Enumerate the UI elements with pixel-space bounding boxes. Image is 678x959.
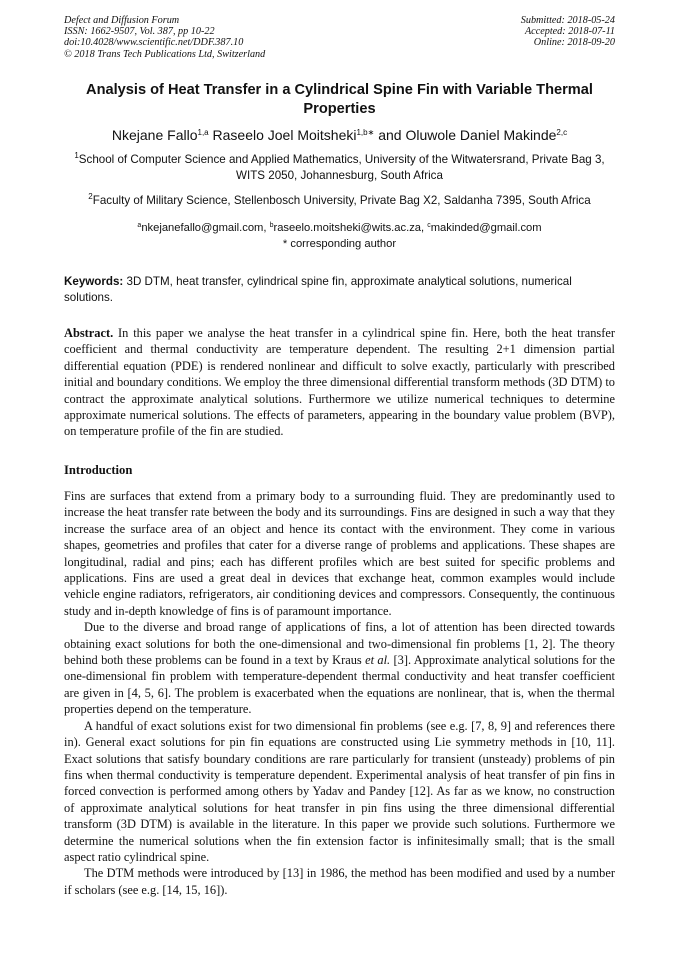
online-date: Online: 2018-09-20 bbox=[533, 37, 615, 49]
section-heading-introduction: Introduction bbox=[64, 463, 133, 477]
journal-header bbox=[64, 15, 265, 60]
abstract-text: In this paper we analyse the heat transfer in a cylindrical spine fin. Here, both the heat transfer coefficient and thermal conductivity are temperature dependent. The resulting 2+1 dimension partial differential equation (PDE) is rendered nonlinear and difficult to solve exactly, particularly with prescribed initial and boundary conditions. We employ the three dimensional differential transform methods (3D DTM) to contract the approximate analytical solutions. Furthermore we utilize numerical techniques to determine approximate numerical solutions. The effects of parameters, appearing in the boundary value problem (BVP), on temperature profile of the fin are studied. bbox=[64, 326, 615, 439]
email-address: raseelo.moitsheki@wits.ac.za, bbox=[273, 222, 428, 234]
paragraph-text: [3]. Approximate analytical solutions for the one-dimensional fin problem with temperature-dependent thermal conductivity and heat transfer coefficient are given in [4, 5, 6]. The problem is exacerbated when the equations are nonlinear, that is, when the thermal properties depend on the temperature. bbox=[64, 653, 616, 717]
paragraph: Fins are surfaces that extend from a primary body to a surrounding fluid. They are predominantly used to increase the heat transfer rate between the body and its surroundings. Fins are designed in such a way that they increase the surface area of an object and hence its contact with the environment. They come in various shapes, geometries and profiles that cater for a diverse range of problems and applications. These shapes are longitudinal, radial and pins; each has different profiles which are best suited for specific problems and applications. Fins are used a great deal in devices that exchange heat, common examples would include vehicle engine radiators, refrigerators, air conditioning devices and compressors. Consequently, the continuous study and in-depth knowledge of fins is of paramount importance. bbox=[64, 489, 615, 618]
author-affiliation-mark: 1,a bbox=[197, 128, 209, 137]
email-address: nkejanefallo@gmail.com, bbox=[141, 222, 270, 234]
corresponding-author-note: * corresponding author bbox=[282, 238, 397, 250]
email-mark: b bbox=[269, 222, 274, 229]
paragraph bbox=[64, 619, 615, 717]
keywords bbox=[64, 274, 615, 306]
dates-header bbox=[521, 15, 615, 49]
abstract-label: Abstract. bbox=[64, 326, 114, 340]
accepted-date: Accepted: 2018-07-11 bbox=[524, 26, 615, 38]
submitted-date: Submitted: 2018-05-24 bbox=[520, 15, 615, 26]
abstract bbox=[64, 325, 615, 440]
email-line bbox=[64, 220, 615, 236]
copyright-line: © 2018 Trans Tech Publications Ltd, Switzerland bbox=[64, 48, 266, 60]
journal-name: Defect and Diffusion Forum bbox=[64, 15, 180, 26]
affiliation-text: School of Computer Science and Applied Mathematics, University of the Witwatersrand, Private Bag 3, WITS 2050, Johannesburg, South Africa bbox=[78, 153, 605, 182]
keywords-text: 3D DTM, heat transfer, cylindrical spine fin, approximate analytical solutions, numerical solutions. bbox=[64, 275, 572, 304]
introduction-body bbox=[64, 488, 615, 898]
paragraph: The DTM methods were introduced by [13] in 1986, the method has been modified and used by a number if scholars (see e.g. [14, 15, 16]). bbox=[64, 866, 615, 897]
doi-line: doi:10.4028/www.scientific.net/DDF.387.10 bbox=[64, 37, 244, 49]
affiliation-number: 2 bbox=[88, 192, 93, 201]
affiliation-number: 1 bbox=[74, 151, 79, 160]
author-name: and Oluwole Daniel Makinde bbox=[374, 127, 557, 143]
paper-title: Analysis of Heat Transfer in a Cylindrical Spine Fin with Variable Thermal Properties bbox=[86, 82, 593, 117]
email-address: makinded@gmail.com bbox=[430, 222, 542, 234]
email-mark: a bbox=[137, 222, 142, 229]
affiliation-text: Faculty of Military Science, Stellenbosch University, Private Bag X2, Saldanha 7395, South Africa bbox=[92, 194, 591, 207]
paragraph: A handful of exact solutions exist for two dimensional fin problems (see e.g. [7, 8, 9] and references there in). General exact solutions for pin fin equations are constructed using Lie symmetry methods in [10, 11]. Exact solutions that satisfy boundary conditions are rare particularly for transient (unsteady) problems of pin fins when thermal conductivity is temperature dependent. Experimental analysis of heat transfer of pin fins in forced convection is performed among others by Yadav and Pandey [12]. As far as we know, no construction of approximate analytical solutions for heat transfer in pin fins using the three dimensional differential transform (3D DTM) is available in the literature. In this paper we provide such solutions. Furthermore we determine the numerical solutions when the fin extension factor is infinitesimally small; that is the small aspect ratio cylindrical spine. bbox=[64, 718, 615, 864]
author-name: Raseelo Joel Moitsheki bbox=[208, 127, 357, 143]
paragraph-text-italic: et al. bbox=[365, 653, 391, 668]
author-affiliation-mark: 2,c bbox=[556, 128, 568, 137]
author-name: Nkejane Fallo bbox=[111, 127, 198, 143]
affiliation-1 bbox=[64, 152, 615, 184]
issn-line: ISSN: 1662-9507, Vol. 387, pp 10-22 bbox=[64, 26, 215, 38]
keywords-label: Keywords: bbox=[64, 275, 124, 288]
author-affiliation-mark: 1,b∗ bbox=[356, 128, 375, 137]
affiliation-2 bbox=[64, 193, 615, 209]
author-list bbox=[64, 126, 615, 144]
paragraph-text: Due to the diverse and broad range of applications of fins, a lot of attention has been directed towards obtaining exact solutions for both the one-dimensional and two-dimensional fin problems [1, 2]. The theory behind both these problems can be found in a text by Kraus bbox=[64, 620, 615, 668]
contact-emails bbox=[64, 220, 615, 252]
email-mark: c bbox=[427, 222, 431, 229]
